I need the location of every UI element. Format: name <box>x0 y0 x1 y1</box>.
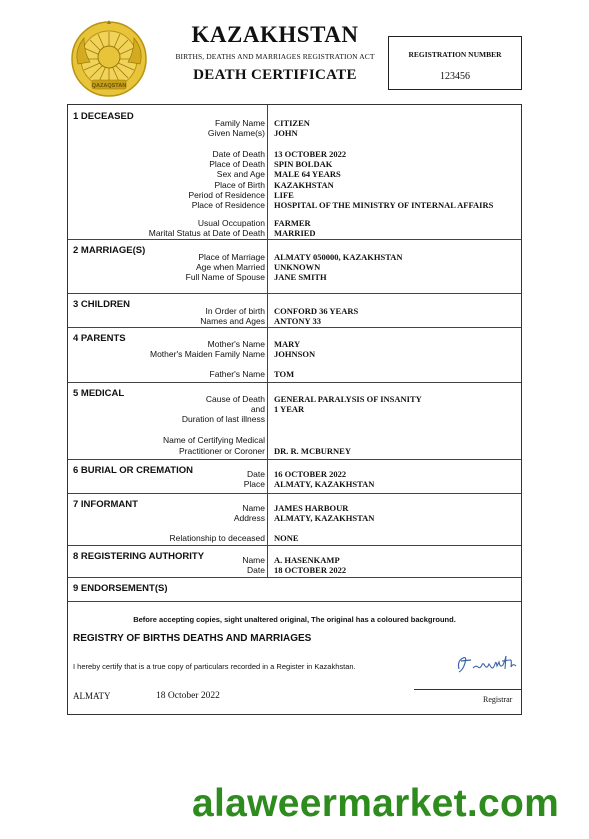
field-label: Full Name of Spouse <box>185 272 265 282</box>
field-value: A. HASENKAMP <box>274 555 340 565</box>
section-title: 9 ENDORSEMENT(S) <box>73 583 168 594</box>
section-burial-or-cremation <box>68 459 521 494</box>
field-label: Date <box>247 565 265 575</box>
issue-date: 18 October 2022 <box>156 691 220 701</box>
field-label: Family Name <box>214 118 265 128</box>
field-label: Practitioner or Coroner <box>179 446 265 456</box>
field-label: Names and Ages <box>200 316 265 326</box>
field-row <box>68 316 521 327</box>
field-label: Marital Status at Date of Death <box>148 228 265 238</box>
registration-number-box <box>388 36 522 90</box>
state-emblem-icon <box>70 20 148 98</box>
original-notice: Before accepting copies, sight unaltered original, The original has a coloured background. <box>133 615 456 624</box>
registration-act: BIRTHS, DEATHS AND MARRIAGES REGISTRATION ACT <box>175 52 375 61</box>
field-value: HOSPITAL OF THE MINISTRY OF INTERNAL AFFAIRS <box>274 200 494 210</box>
registry-heading: REGISTRY OF BIRTHS DEATHS AND MARRIAGES <box>73 633 312 644</box>
field-label: Place of Residence <box>191 200 265 210</box>
field-row <box>68 349 521 360</box>
registration-number-value: 123456 <box>440 71 470 82</box>
field-value: 16 OCTOBER 2022 <box>274 469 347 479</box>
document-title: DEATH CERTIFICATE <box>193 67 357 83</box>
field-label: Cause of Death <box>205 394 265 404</box>
field-label: Place of Death <box>209 159 265 169</box>
section-endorsements <box>68 577 521 602</box>
section-title: 7 INFORMANT <box>73 499 138 510</box>
field-label: Date of Death <box>212 149 265 159</box>
section-title: 2 MARRIAGE(S) <box>73 245 146 256</box>
field-row <box>68 565 521 576</box>
registration-number-label: REGISTRATION NUMBER <box>408 50 502 59</box>
section-title: 5 MEDICAL <box>73 388 125 399</box>
section-marriages <box>68 239 521 294</box>
field-value: ALMATY, KAZAKHSTAN <box>274 513 375 523</box>
field-label: Usual Occupation <box>197 218 265 228</box>
field-label: Place of Birth <box>214 180 265 190</box>
field-value: MARRIED <box>274 228 316 238</box>
field-value: MALE 64 YEARS <box>274 169 341 179</box>
emblem-lettering: QAZAQSTAN <box>91 83 127 89</box>
field-value: 13 OCTOBER 2022 <box>274 149 347 159</box>
field-value: CITIZEN <box>274 118 310 128</box>
field-label: Address <box>233 513 265 523</box>
section-medical <box>68 382 521 460</box>
field-value: JOHN <box>274 128 298 138</box>
section-parents <box>68 327 521 383</box>
section-title: 4 PARENTS <box>73 333 126 344</box>
field-value: FARMER <box>274 218 311 228</box>
field-row <box>68 533 521 544</box>
field-label: Place <box>243 479 265 489</box>
field-row <box>68 435 521 446</box>
field-value: ALMATY, KAZAKHSTAN <box>274 479 375 489</box>
field-row <box>68 128 521 139</box>
section-children <box>68 293 521 328</box>
certificate-body <box>67 104 522 715</box>
field-label: Father's Name <box>209 369 265 379</box>
section-title: 3 CHILDREN <box>73 299 131 310</box>
field-value: JANE SMITH <box>274 272 327 282</box>
field-row <box>68 446 521 457</box>
field-value: ALMATY 050000, KAZAKHSTAN <box>274 252 403 262</box>
field-label: Date <box>247 469 265 479</box>
field-row <box>68 228 521 239</box>
field-label: Name of Certifying Medical <box>162 435 265 445</box>
field-row <box>68 369 521 380</box>
field-label: Mother's Maiden Family Name <box>150 349 265 359</box>
field-value: NONE <box>274 533 299 543</box>
field-label: Mother's Name <box>207 339 265 349</box>
section-deceased <box>68 105 521 240</box>
signature-line <box>414 689 522 690</box>
field-label: Name <box>242 555 265 565</box>
field-label: and <box>250 404 265 414</box>
field-label: Relationship to deceased <box>169 533 265 543</box>
field-label: Period of Residence <box>188 190 265 200</box>
field-label: Given Name(s) <box>207 128 265 138</box>
field-label: In Order of birth <box>205 306 265 316</box>
field-value: JOHNSON <box>274 349 316 359</box>
field-row <box>68 272 521 283</box>
field-row <box>68 169 521 180</box>
field-value: GENERAL PARALYSIS OF INSANITY <box>274 394 422 404</box>
field-value: KAZAKHSTAN <box>274 180 334 190</box>
section-title: 1 DECEASED <box>73 111 134 122</box>
field-value: 1 YEAR <box>274 404 305 414</box>
field-value: CONFORD 36 YEARS <box>274 306 359 316</box>
registrar-signature <box>453 653 523 675</box>
field-value: LIFE <box>274 190 294 200</box>
certification-statement: I hereby certify that is a true copy of particulars recorded in a Register in Kazakhstan. <box>73 662 356 671</box>
field-label: Age when Married <box>196 262 265 272</box>
field-row <box>68 479 521 490</box>
field-value: ANTONY 33 <box>274 316 321 326</box>
field-value: MARY <box>274 339 301 349</box>
field-value: DR. R. MCBURNEY <box>274 446 351 456</box>
issue-place: ALMATY <box>73 691 111 701</box>
field-row <box>68 513 521 524</box>
section-registering-authority <box>68 545 521 578</box>
field-value: JAMES HARBOUR <box>274 503 349 513</box>
field-label: Name <box>242 503 265 513</box>
field-row <box>68 200 521 211</box>
field-value: TOM <box>274 369 295 379</box>
country-title: KAZAKHSTAN <box>191 22 359 47</box>
section-title: 6 BURIAL OR CREMATION <box>73 465 193 476</box>
section-title: 8 REGISTERING AUTHORITY <box>73 551 205 562</box>
field-label: Sex and Age <box>216 169 265 179</box>
watermark: alaweermarket.com <box>192 782 560 825</box>
section-informant <box>68 493 521 546</box>
field-value: 18 OCTOBER 2022 <box>274 565 347 575</box>
field-label: Place of Marriage <box>198 252 265 262</box>
field-label: Duration of last illness <box>181 414 265 424</box>
field-value: SPIN BOLDAK <box>274 159 333 169</box>
field-value: UNKNOWN <box>274 262 321 272</box>
field-row <box>68 414 521 425</box>
registrar-label: Registrar <box>483 695 513 704</box>
